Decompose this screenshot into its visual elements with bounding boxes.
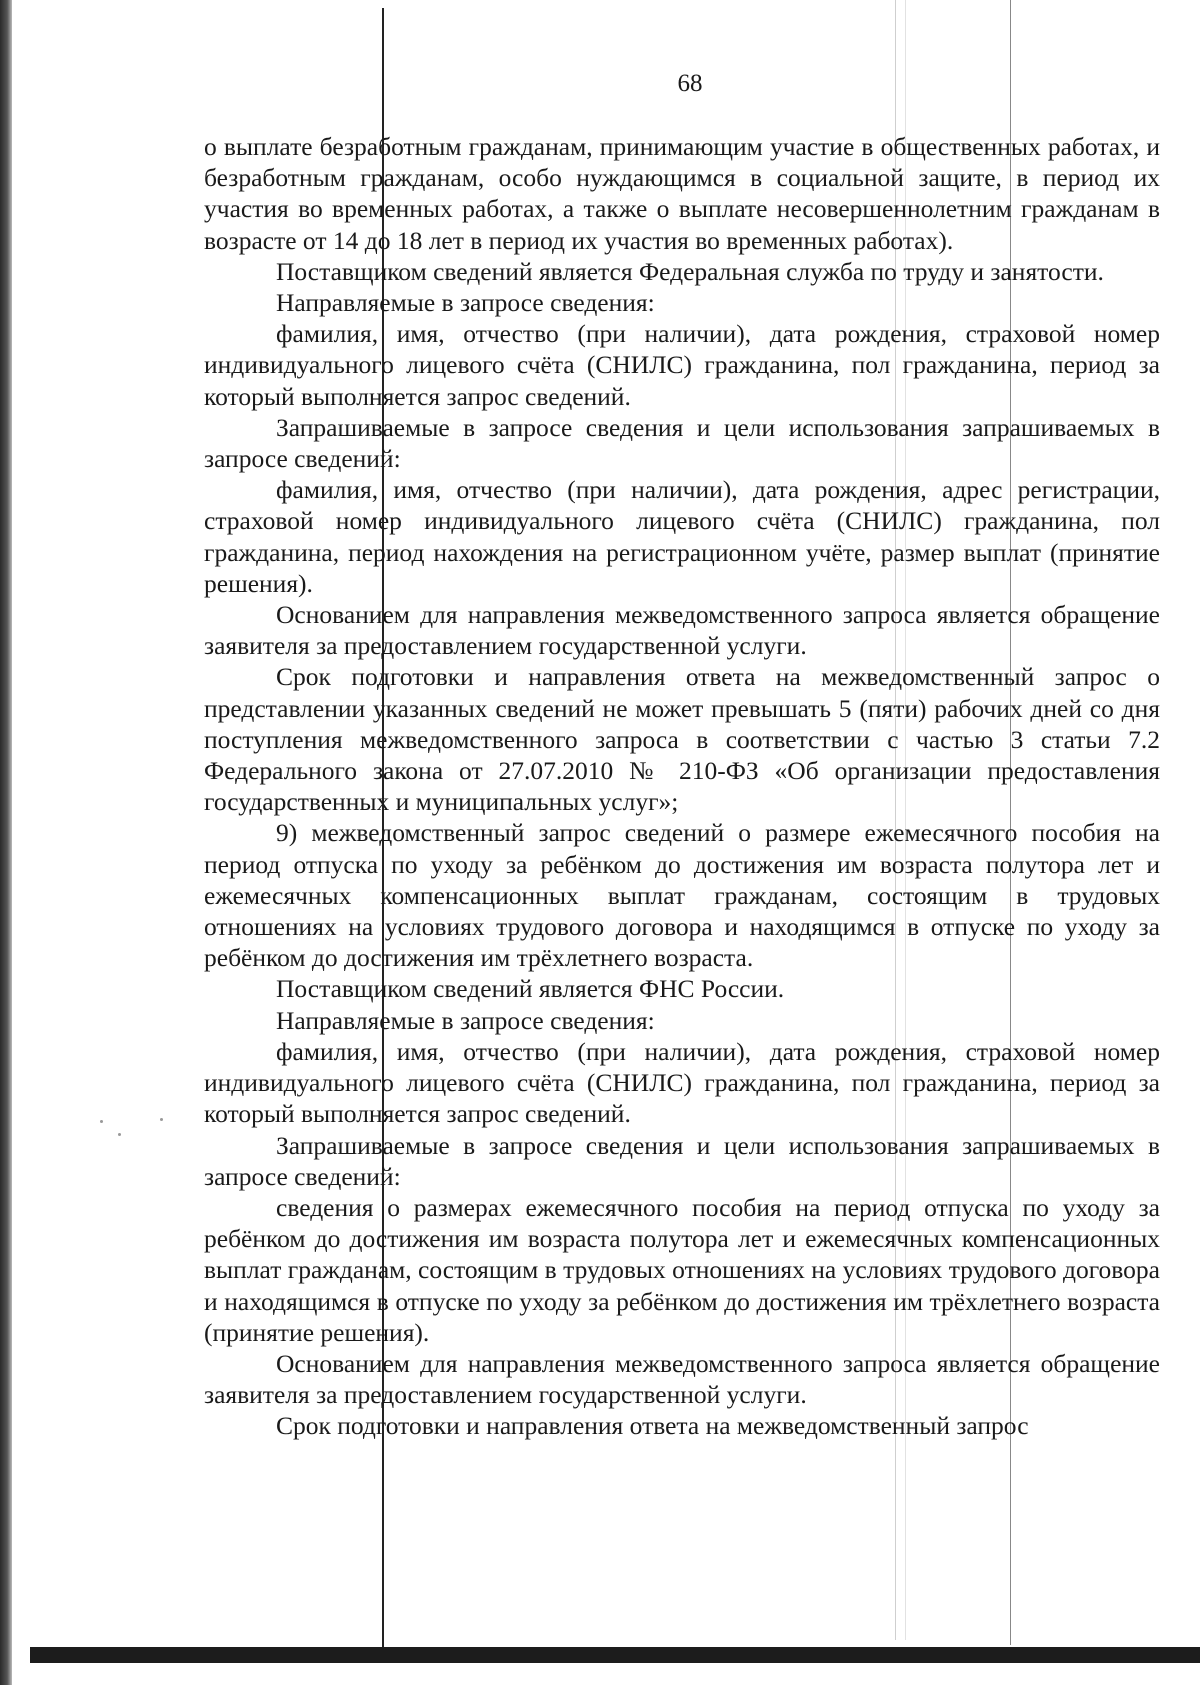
paragraph: Основанием для направления межведомственного запроса является обращение заявителя за предоставлением государственной услуги. <box>204 1348 1160 1410</box>
scan-bottom-band <box>30 1647 1200 1663</box>
paragraph: Поставщиком сведений является ФНС России. <box>276 974 785 1004</box>
paragraph: Поставщиком сведений является Федеральная служба по труду и занятости. <box>276 256 1104 286</box>
paragraph: фамилия, имя, отчество (при наличии), дата рождения, адрес регистрации, страховой номер индивидуального лицевого счёта (СНИЛС) гражданина, пол гражданина, период нахождения на регистрационном учёте, размер выплат (принятие решения). <box>204 475 1160 598</box>
scan-left-edge <box>0 0 12 1685</box>
paragraph: 9) межведомственный запрос сведений о размере ежемесячного пособия на период отпуска по уходу за ребёнком до достижения им возраста полутора лет и ежемесячных компенсационных выплат гражданам, состоящим в трудовых отношениях на условиях трудового договора и находящимся в отпуске по уходу за ребёнком до достижения им трёхлетнего возраста. <box>204 818 1160 973</box>
paragraph: Направляемые в запросе сведения: <box>276 1005 655 1035</box>
paragraph: фамилия, имя, отчество (при наличии), дата рождения, страховой номер индивидуального лицевого счёта (СНИЛС) гражданина, пол гражданина, период за который выполняется запрос сведений. <box>204 1036 1160 1129</box>
paragraph: Направляемые в запросе сведения: <box>276 288 655 318</box>
scan-speck <box>160 1118 163 1121</box>
scan-speck <box>100 1120 103 1123</box>
page-number: 68 <box>677 70 703 97</box>
paragraph: сведения о размерах ежемесячного пособия на период отпуска по уходу за ребёнком до достижения им возраста полутора лет и ежемесячных компенсационных выплат гражданам, состоящим в трудовых отношениях на условиях трудового договора и находящимся в отпуске по уходу за ребёнком до достижения им трёхлетнего возраста (принятие решения). <box>204 1192 1160 1347</box>
paragraph: фамилия, имя, отчество (при наличии), дата рождения, страховой номер индивидуального лицевого счёта (СНИЛС) гражданина, пол гражданина, период за который выполняется запрос сведений. <box>204 319 1160 411</box>
scan-speck <box>118 1133 121 1136</box>
paragraph: о выплате безработным гражданам, принимающим участие в общественных работах, и безработным гражданам, особо нуждающимся в социальной защите, в период их участия во временных работах, а также о выплате несовершеннолетним гражданам в возрасте от 14 до 18 лет в период их участия во временных работах). <box>204 132 1160 255</box>
paragraph: Запрашиваемые в запросе сведения и цели использования запрашиваемых в запросе сведений: <box>204 412 1160 474</box>
paragraph: Основанием для направления межведомственного запроса является обращение заявителя за предоставлением государственной услуги. <box>204 600 1160 661</box>
paragraph: Срок подготовки и направления ответа на межведомственный запрос о представлении указанных сведений не может превышать 5 (пяти) рабочих дней со дня поступления межведомственного запроса в соответствии с частью 3 статьи 7.2 Федерального закона от 27.07.2010 № 210-ФЗ «Об организации предоставления государственных и муниципальных услуг»; <box>204 662 1160 817</box>
paragraph: Запрашиваемые в запросе сведения и цели использования запрашиваемых в запросе сведений: <box>204 1130 1160 1191</box>
document-body <box>204 131 1160 1442</box>
paragraph: Срок подготовки и направления ответа на межведомственный запрос <box>276 1411 1029 1441</box>
